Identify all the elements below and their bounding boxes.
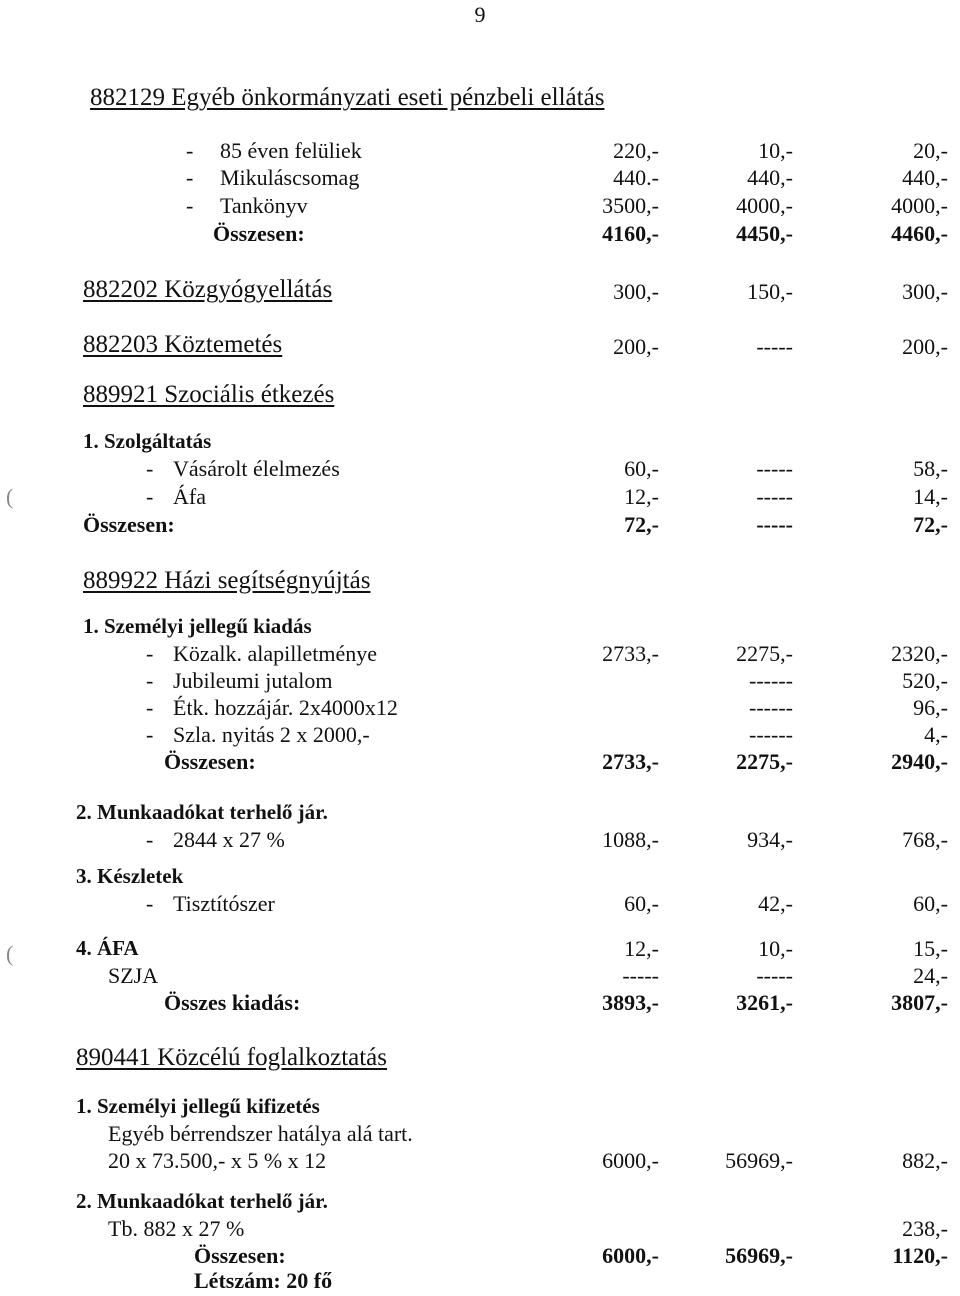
value-col1: 220,- xyxy=(613,138,659,163)
value-col3: 300,- xyxy=(902,279,948,304)
row-bullet: - xyxy=(146,484,154,509)
value-col2: 42,- xyxy=(758,891,793,916)
value-col2: ------ xyxy=(749,695,793,720)
table-row xyxy=(0,641,960,669)
section-row-882203 xyxy=(0,331,960,363)
row-bullet: - xyxy=(146,891,154,916)
value-col2: 4450,- xyxy=(736,221,793,246)
subsection-heading xyxy=(0,800,960,828)
text-line xyxy=(0,1268,960,1296)
value-col1: 6000,- xyxy=(602,1148,659,1173)
row-label: Tb. 882 x 27 % xyxy=(108,1216,245,1241)
row-bullet: - xyxy=(146,827,154,852)
table-row xyxy=(0,936,960,964)
total-row xyxy=(0,990,960,1018)
value-col2: ----- xyxy=(756,484,793,509)
row-label: 85 éven felüliek xyxy=(220,138,362,163)
table-row xyxy=(0,963,960,991)
subsection-heading xyxy=(0,429,960,457)
table-row xyxy=(0,193,960,221)
subsection-heading xyxy=(0,614,960,642)
value-col1: 72,- xyxy=(624,512,659,537)
row-bullet: - xyxy=(146,695,154,720)
row-label: Összes kiadás: xyxy=(164,990,301,1015)
text-line xyxy=(0,1121,960,1149)
subsection-heading xyxy=(0,1189,960,1217)
row-label: Egyéb bérrendszer hatálya alá tart. xyxy=(108,1121,413,1146)
value-col3: 2320,- xyxy=(891,641,948,666)
value-col3: 768,- xyxy=(902,827,948,852)
row-label: Étk. hozzájár. 2x4000x12 xyxy=(173,695,398,720)
value-col3: 4000,- xyxy=(891,193,948,218)
row-bullet: - xyxy=(146,456,154,481)
value-col3: 200,- xyxy=(902,334,948,359)
value-col2: ----- xyxy=(756,334,793,359)
value-col2: 56969,- xyxy=(725,1243,793,1268)
section-title-882129: 882129 Egyéb önkormányzati eseti pénzbeli ellátás xyxy=(90,84,605,111)
value-col2: ----- xyxy=(756,456,793,481)
row-label: Közalk. alapilletménye xyxy=(173,641,378,666)
value-col1: 2733,- xyxy=(602,749,659,774)
value-col2: ----- xyxy=(756,963,793,988)
value-col3: 14,- xyxy=(913,484,948,509)
value-col2: 2275,- xyxy=(736,749,793,774)
table-row xyxy=(0,484,960,512)
value-col3: 4460,- xyxy=(891,221,948,246)
value-col2: 150,- xyxy=(747,279,793,304)
subsection-label: 1. Személyi jellegű kiadás xyxy=(83,614,312,638)
value-col1: 12,- xyxy=(624,936,659,961)
subsection-label: 2. Munkaadókat terhelő jár. xyxy=(76,800,328,824)
subsection-label: 2. Munkaadókat terhelő jár. xyxy=(76,1189,328,1213)
table-row xyxy=(0,668,960,696)
table-row xyxy=(0,1216,960,1244)
table-row xyxy=(0,1148,960,1176)
section-title-889922: 889922 Házi segítségnyújtás xyxy=(83,567,371,594)
value-col3: 440,- xyxy=(902,165,948,190)
subsection-label: 1. Szolgáltatás xyxy=(83,429,212,453)
page-number: 9 xyxy=(474,2,486,27)
value-col1: 2733,- xyxy=(602,641,659,666)
value-col3: 58,- xyxy=(913,456,948,481)
total-row xyxy=(0,1243,960,1271)
section-row-882202 xyxy=(0,276,960,308)
table-row xyxy=(0,165,960,193)
value-col1: 4160,- xyxy=(602,221,659,246)
row-label: Áfa xyxy=(173,484,206,509)
value-col2: 440,- xyxy=(747,165,793,190)
row-bullet: - xyxy=(146,668,154,693)
table-row xyxy=(0,456,960,484)
row-bullet: - xyxy=(146,722,154,747)
subsection-heading xyxy=(0,1094,960,1122)
section-title-882202: 882202 Közgyógyellátás xyxy=(83,276,333,303)
value-col2: 2275,- xyxy=(736,641,793,666)
row-bullet: - xyxy=(186,193,194,218)
value-col3: 882,- xyxy=(902,1148,948,1173)
table-row xyxy=(0,695,960,723)
subsection-label: 1. Személyi jellegű kifizetés xyxy=(76,1094,320,1118)
value-col2: 10,- xyxy=(758,138,793,163)
row-label: Összesen: xyxy=(83,512,175,537)
section-title-882203: 882203 Köztemetés xyxy=(83,331,283,358)
row-bullet: - xyxy=(186,165,194,190)
value-col3: 15,- xyxy=(913,936,948,961)
row-label: 20 x 73.500,- x 5 % x 12 xyxy=(108,1148,327,1173)
value-col3: 1120,- xyxy=(892,1243,948,1268)
value-col2: ----- xyxy=(756,512,793,537)
row-label: Összesen: xyxy=(194,1243,286,1268)
headcount-label: Létszám: 20 fő xyxy=(194,1268,333,1293)
value-col2: 4000,- xyxy=(736,193,793,218)
value-col3: 24,- xyxy=(913,963,948,988)
value-col2: 3261,- xyxy=(736,990,793,1015)
value-col3: 3807,- xyxy=(891,990,948,1015)
value-col2: 934,- xyxy=(747,827,793,852)
row-bullet: - xyxy=(146,641,154,666)
value-col3: 60,- xyxy=(913,891,948,916)
value-col2: ------ xyxy=(749,722,793,747)
section-title-890441: 890441 Közcélú foglalkoztatás xyxy=(76,1044,388,1071)
value-col2: ------ xyxy=(749,668,793,693)
subsection-label: 3. Készletek xyxy=(76,864,184,888)
row-label: Szla. nyitás 2 x 2000,- xyxy=(173,722,370,747)
table-row xyxy=(0,138,960,166)
total-row xyxy=(0,512,960,540)
table-row xyxy=(0,722,960,750)
row-label: 2844 x 27 % xyxy=(173,827,285,852)
table-row xyxy=(0,827,960,855)
value-col3: 238,- xyxy=(902,1216,948,1241)
row-label: Tisztítószer xyxy=(173,891,275,916)
row-label: Jubileumi jutalom xyxy=(173,668,333,693)
row-label: Összesen: xyxy=(213,221,305,246)
value-col3: 96,- xyxy=(913,695,948,720)
value-col3: 2940,- xyxy=(891,749,948,774)
row-label: SZJA xyxy=(108,963,159,988)
total-row xyxy=(0,221,960,249)
value-col1: 60,- xyxy=(624,456,659,481)
value-col1: 300,- xyxy=(613,279,659,304)
value-col1: 200,- xyxy=(613,334,659,359)
value-col1: 12,- xyxy=(624,484,659,509)
value-col1: 440.- xyxy=(613,165,659,190)
value-col3: 72,- xyxy=(913,512,948,537)
value-col1: ----- xyxy=(622,963,659,988)
subsection-label: 4. ÁFA xyxy=(76,936,139,960)
value-col2: 10,- xyxy=(758,936,793,961)
row-label: Mikuláscsomag xyxy=(220,165,360,190)
value-col1: 6000,- xyxy=(602,1243,659,1268)
value-col1: 3893,- xyxy=(602,990,659,1015)
section-title-889921: 889921 Szociális étkezés xyxy=(83,381,335,408)
subsection-heading xyxy=(0,864,960,892)
total-row xyxy=(0,749,960,777)
value-col3: 4,- xyxy=(924,722,948,747)
value-col3: 520,- xyxy=(902,668,948,693)
row-bullet: - xyxy=(186,138,194,163)
row-label: Vásárolt élelmezés xyxy=(173,456,340,481)
value-col3: 20,- xyxy=(913,138,948,163)
value-col2: 56969,- xyxy=(725,1148,793,1173)
row-label: Tankönyv xyxy=(220,193,308,218)
row-label: Összesen: xyxy=(164,749,256,774)
value-col1: 60,- xyxy=(624,891,659,916)
value-col1: 3500,- xyxy=(602,193,659,218)
value-col1: 1088,- xyxy=(602,827,659,852)
table-row xyxy=(0,891,960,919)
margin-mark: ( xyxy=(6,941,14,966)
margin-mark: ( xyxy=(6,484,14,509)
